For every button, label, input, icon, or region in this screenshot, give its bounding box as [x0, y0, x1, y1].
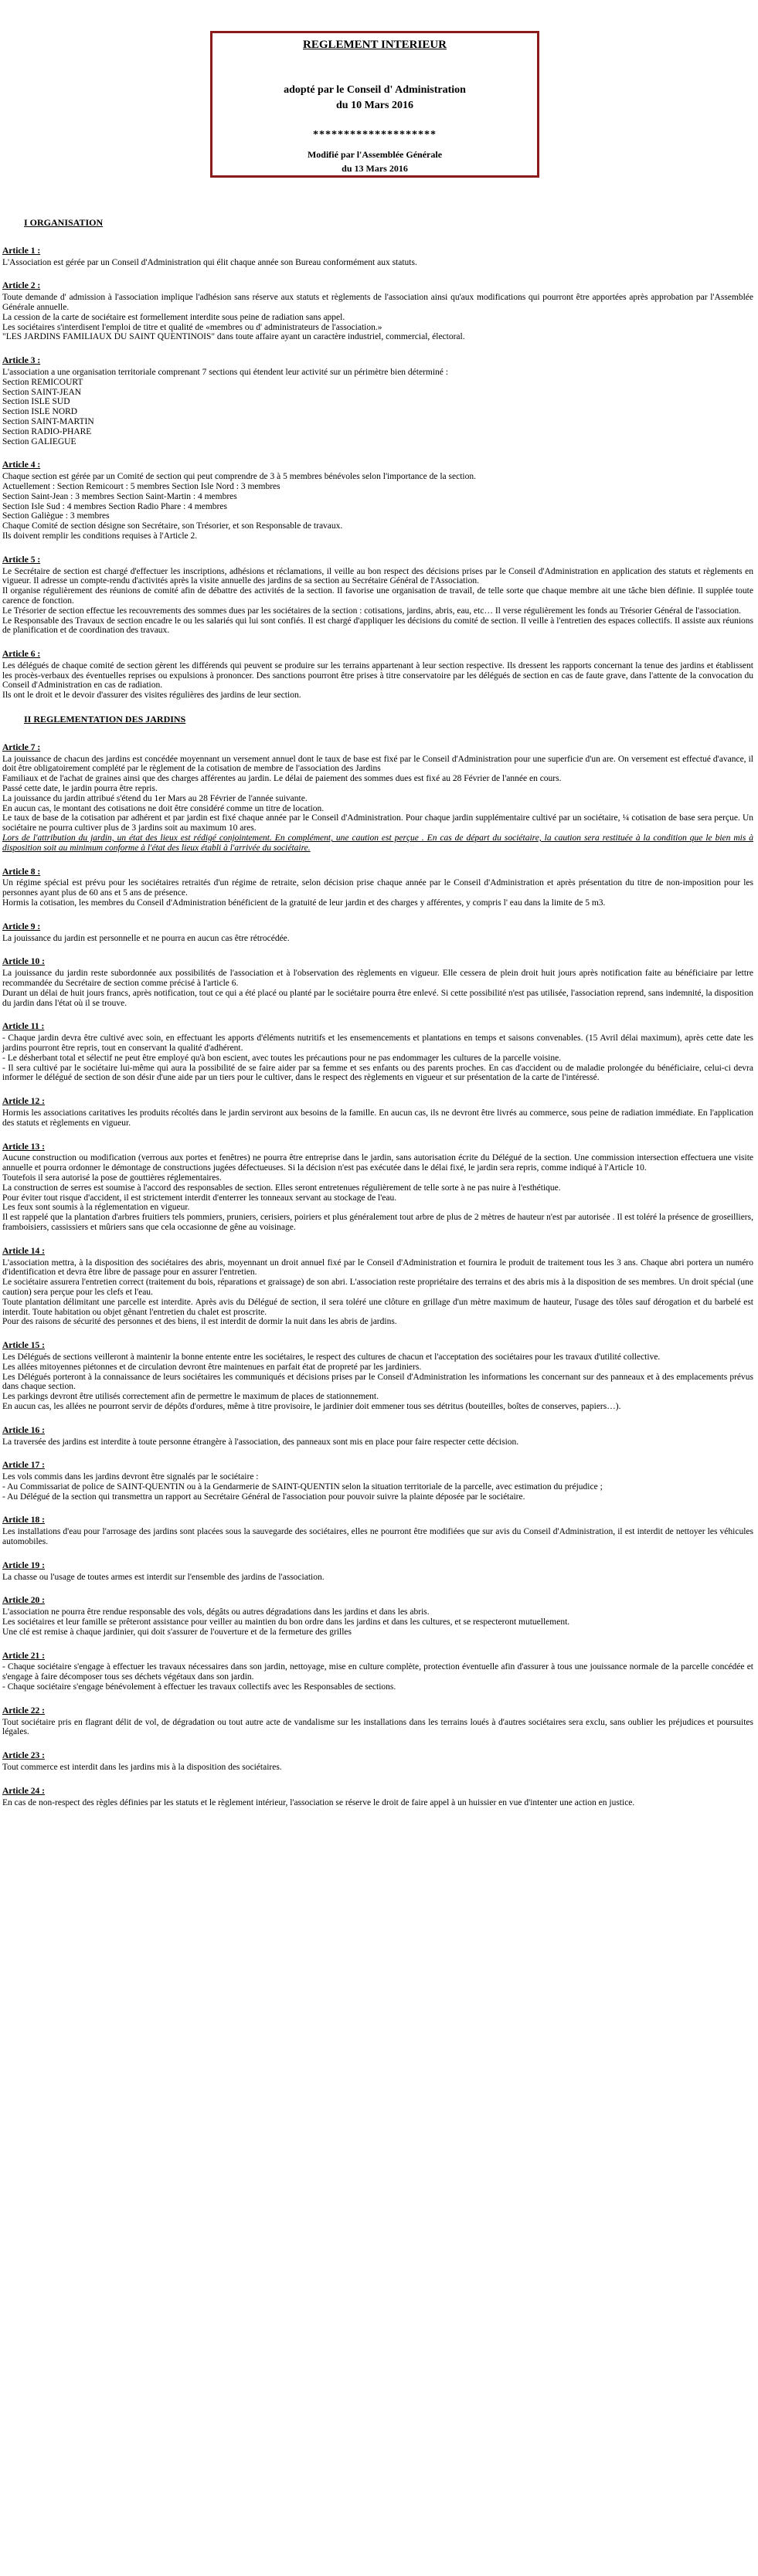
document-body — [2, 218, 753, 1821]
article-paragraph: En aucun cas, le montant des cotisations ne doit être considéré comme un titre de location. — [2, 803, 325, 813]
article-paragraph: Section ISLE SUD — [2, 397, 70, 407]
article-paragraph: En cas de non-respect des règles définies par les statuts et le règlement intérieur, l'association se réserve le droit de faire appel à un huissier en vue d'intenter une action en justice. — [2, 1797, 635, 1807]
article-title: Article 10 : — [2, 957, 45, 967]
article-paragraph: Les délégués de chaque comité de section gèrent les différends qui peuvent se produire sur les terrains appartenant à leur section respective. Ils dressent les rapports concernant la tenue des jardins et établissent les procès-verbaux des éventuelles reprises ou expulsions à prononcer. Des sanctions pourront être prises à titre conservatoire par les délégués de section en cas de faute grave, dans l'attente de la convocation du Conseil d'Administration en cas de radiation. — [2, 660, 753, 691]
article-body — [2, 1033, 753, 1083]
article-title: Article 22 : — [2, 1705, 45, 1716]
stars-separator: ******************** — [313, 129, 437, 141]
article-body — [2, 472, 753, 541]
article-title: Article 4 : — [2, 460, 41, 470]
article — [2, 356, 753, 446]
article — [2, 246, 753, 268]
article — [2, 281, 753, 342]
article-body — [2, 1718, 753, 1738]
article — [2, 1596, 753, 1637]
article — [2, 1247, 753, 1327]
article-paragraph: Tout commerce est interdit dans les jardins mis à la disposition des sociétaires. — [2, 1763, 282, 1773]
article — [2, 460, 753, 541]
article-paragraph: La traversée des jardins est interdite à toute personne étrangère à l'association, des panneaux sont mis en place pour faire respecter cette décision. — [2, 1437, 519, 1447]
article-paragraph: Un régime spécial est prévu pour les sociétaires retraités d'un régime de retraite, selon décision prise chaque année par le Conseil d'Administration et après présentation du titre de non-imposition pour les personnes ayant plus de 60 ans et 5 ans de présence. — [2, 878, 753, 898]
article-title: Article 18 : — [2, 1515, 45, 1526]
article-title: Article 9 : — [2, 921, 41, 932]
article-body — [2, 878, 753, 908]
article-paragraph: Le Trésorier de section effectue les recouvrements des sommes dues par les sociétaires de la section : cotisations, jardins, abris, eau, etc… Il verse régulièrement les fonds au Trésorier Général de l'association. — [2, 606, 742, 616]
article-paragraph: - Le désherbant total et sélectif ne peut être employé qu'à bon escient, avec toutes les précautions pour ne pas endommager les cultures de la parcelle voisine. — [2, 1053, 562, 1063]
article-paragraph: L'association ne pourra être rendue responsable des vols, dégâts ou autres dégradations dans les jardins et dans les abris. — [2, 1607, 430, 1617]
article-paragraph: Ils ont le droit et le devoir d'assurer des visites régulières des jardins de leur section. — [2, 691, 301, 701]
article-paragraph: Il est rappelé que la plantation d'arbres fruitiers tels pommiers, pruniers, cerisiers, poiriers et plus généralement tout arbre de plus de 2 mètres de hauteur n'est par autorisée . Il est toléré la présence de groseilliers, framboisiers, cassissiers et mûriers sans que cela occasionne de gêne au voisinage. — [2, 1213, 753, 1232]
article-body — [2, 1108, 753, 1128]
article — [2, 1142, 753, 1233]
article-paragraph: Les Délégués porteront à la connaissance de leurs sociétaires les communiqués et décisions prises par le Conseil d'Administration les informations les concernant sur des panneaux et à des emplacements prévus dans chaque section. — [2, 1372, 753, 1392]
article-paragraph: Chaque section est gérée par un Comité de section qui peut comprendre de 3 à 5 membres bénévoles selon l'importance de la section. — [2, 472, 476, 482]
article-paragraph: Les sociétaires s'interdisent l'emploi de titre et qualité de «membres ou d' administrateurs de l'association.» — [2, 322, 382, 332]
article-paragraph: Le sociétaire assurera l'entretien correct (traitement du bois, réparations et graissage) de son abri. L'association reste propriétaire des terrains et des abris mis à la disposition de ses membres. Un droit spécial (une caution) sera perçue pour les clefs et l'eau. — [2, 1278, 753, 1297]
article-paragraph: Section SAINT-JEAN — [2, 387, 82, 397]
article-body — [2, 1573, 753, 1583]
article-paragraph: Pour des raisons de sécurité des personnes et des biens, il est interdit de dormir la nuit dans les abris de jardins. — [2, 1317, 397, 1327]
article — [2, 1561, 753, 1583]
article-title: Article 21 : — [2, 1651, 45, 1661]
article-title: Article 7 : — [2, 742, 41, 752]
article-paragraph: Les feux sont soumis à la réglementation en vigueur. — [2, 1203, 190, 1213]
article-paragraph: - Il sera cultivé par le sociétaire lui-même qui aura la possibilité de se faire aider par sa femme et ses enfants ou des parents proches. En cas d'accident ou de maladie prolongée du bénéficiaire, celui-ci devra informer le délégué de section de son désir d'une aide par un tiers pour le cultiver, dans le respect des règlements en vigueur et sur présentation de la carte de l'intéressé. — [2, 1063, 753, 1083]
article-paragraph: Aucune construction ou modification (verrous aux portes et fenêtres) ne pourra être entreprise dans le jardin, sans autorisation écrite du Délégué de la section. Une commission intersection effectuera une visite annuelle et pourra ordonner le démontage de constructions jugées défectueuses. Si la décision n'est pas exécutée dans le délai fixé, le jardin sera repris, comme indiqué à l'Article 10. — [2, 1153, 753, 1173]
article — [2, 1022, 753, 1083]
article-paragraph: Hormis les associations caritatives les produits récoltés dans le jardin serviront aux besoins de la famille. En aucun cas, ils ne devront être livrés au commerce, sous peine de radiation immédiate. En l'application des statuts et règlements en vigueur. — [2, 1108, 753, 1128]
article-paragraph: Ils doivent remplir les conditions requises à l'Article 2. — [2, 531, 198, 541]
article-paragraph: Familiaux et de l'achat de graines ainsi que des charges afférentes au jardin. Le délai de paiement des sommes dues est fixé au 28 Février de l'année en cours. — [2, 774, 562, 784]
article-body — [2, 1153, 753, 1232]
article-paragraph: Les vols commis dans les jardins devront être signalés par le sociétaire : — [2, 1472, 259, 1482]
article-paragraph: Tout sociétaire pris en flagrant délit de vol, de dégradation ou tout autre acte de vandalisme sur les installations dans les terrains loués à d'autres sociétaires sera exclu, sans oublier les préjudices et poursuites légales. — [2, 1717, 753, 1737]
article-paragraph: Passé cette date, le jardin pourra être repris. — [2, 784, 158, 794]
article-paragraph: Les Délégués de sections veilleront à maintenir la bonne entente entre les sociétaires, le respect des cultures de chacun et l'acceptation des sociétaires pour les travaux d'utilité collective. — [2, 1352, 661, 1362]
article-paragraph: Lors de l'attribution du jardin, un état des lieux est rédigé conjointement. En complément, une caution est perçue . En cas de départ du sociétaire, la caution sera restituée à la condition que le bien mis à disposition soit au minimum conforme à l'état des lieux établi à l'arrivée du sociétaire. — [2, 833, 753, 853]
article-title: Article 19 : — [2, 1560, 45, 1570]
article-paragraph: Toute plantation délimitant une parcelle est interdite. Après avis du Délégué de section, il sera toléré une clôture en grillage d'un mètre maximum de hauteur, l'usage des tôles sauf dérogation et du barbelé est interdit. Toute habitation ou objet gênant l'entretien du chalet est proscrite. — [2, 1297, 753, 1317]
article-paragraph: En aucun cas, les allées ne pourront servir de dépôts d'ordures, même à titre provisoire, le jardinier doit emmener tous ses détritus (bouteilles, boîtes de conserves, papiers…). — [2, 1401, 621, 1411]
article-title: Article 11 : — [2, 1022, 45, 1032]
article-paragraph: Le Responsable des Travaux de section encadre le ou les salariés qui lui sont confiés. Il est chargé d'appliquer les décisions du comité de section. Il veille à l'entretien des espaces collectifs. Il assiste aux réunions de planification et de coordination des travaux. — [2, 616, 753, 636]
article-paragraph: "LES JARDINS FAMILIAUX DU SAINT QUENTINOIS" dans toute affaire ayant un caractère industriel, commercial, électoral. — [2, 332, 465, 342]
modified-line-2: du 13 Mars 2016 — [342, 163, 408, 174]
article — [2, 1787, 753, 1808]
article-paragraph: Chaque Comité de section désigne son Secrétaire, son Trésorier, et son Responsable de travaux. — [2, 521, 343, 531]
document-title: REGLEMENT INTERIEUR — [302, 39, 447, 51]
article-title: Article 14 : — [2, 1246, 45, 1256]
article-title: Article 12 : — [2, 1097, 45, 1107]
article-paragraph: Il organise régulièrement des réunions de comité afin de débattre des activités de la section. Il favorise une organisation de travail, de telle sorte que chaque membre ait une tâche bien définie. Il supplée toute carence de fonction. — [2, 586, 753, 606]
article-paragraph: L'Association est gérée par un Conseil d'Administration qui élit chaque année son Bureau conformément aux statuts. — [2, 257, 417, 267]
article-paragraph: Pour éviter tout risque d'accident, il est strictement interdit d'enterrer les tonneaux servant au stockage de l'eau. — [2, 1193, 397, 1203]
article-paragraph: Section GALIEGUE — [2, 436, 76, 446]
modified-line-1: Modifié par l'Assemblée Générale — [307, 149, 443, 160]
article-paragraph: La jouissance du jardin est personnelle et ne pourra en aucun cas être rétrocédée. — [2, 933, 290, 943]
article-paragraph: Une clé est remise à chaque jardinier, qui doit s'assurer de l'ouverture et de la fermeture des grilles — [2, 1627, 352, 1637]
adopted-line-1: adopté par le Conseil d' Administration — [284, 84, 466, 96]
article — [2, 957, 753, 1008]
article-body — [2, 567, 753, 636]
article-paragraph: La jouissance du jardin reste subordonnée aux possibilités de l'association et à l'observation des règlements en vigueur. Elle cessera de plein droit huit jours après notification faite au bénéficiaire par lettre recommandée du Secrétaire de section comme précisé à l'article 6. — [2, 969, 753, 989]
title-box — [210, 31, 539, 178]
article-body — [2, 1437, 753, 1448]
article-paragraph: Section REMICOURT — [2, 377, 83, 387]
article-title: Article 16 : — [2, 1425, 45, 1435]
article-title: Article 13 : — [2, 1142, 45, 1152]
adopted-line-2: du 10 Mars 2016 — [336, 100, 413, 111]
article-title: Article 23 : — [2, 1751, 45, 1761]
article-paragraph: La jouissance du jardin attribué s'étend du 1er Mars au 28 Février de l'année suivante. — [2, 793, 308, 803]
article-paragraph: Section Isle Sud : 4 membres Section Radio Phare : 4 membres — [2, 501, 227, 511]
article — [2, 1706, 753, 1737]
article — [2, 1341, 753, 1412]
article-title: Article 8 : — [2, 867, 41, 877]
article-paragraph: La jouissance de chacun des jardins est concédée moyennant un versement annuel dont le taux de base est fixé par le Conseil d'Administration pour une superficie d'un are. On versement est effectué d'avance, il doit être obligatoirement complété par le règlement de la cotisation de membre de l'association des Jardins — [2, 754, 753, 774]
article — [2, 650, 753, 701]
article-body — [2, 1607, 753, 1637]
article-body — [2, 368, 753, 446]
article-body — [2, 1763, 753, 1773]
article — [2, 743, 753, 854]
article-paragraph: Les sociétaires et leur famille se prêteront assistance pour veiller au maintien du bon ordre dans les jardins et dans les cultures, et se respecteront mutuellement. — [2, 1617, 570, 1627]
article — [2, 555, 753, 636]
article-paragraph: La cession de la carte de sociétaire est formellement interdite sous peine de radiation sans appel. — [2, 312, 345, 322]
section-title: II REGLEMENTATION DES JARDINS — [24, 714, 186, 725]
article-body — [2, 1662, 753, 1692]
article — [2, 1461, 753, 1502]
article-paragraph: Durant un délai de huit jours francs, après notification, tout ce qui a été placé ou planté par le sociétaire pourra être enlevé. Si cette possibilité n'est pas utilisée, l'association reprend, sans indemnité, la disposition du jardin dans l'état où il se trouve. — [2, 988, 753, 1008]
article-body — [2, 1258, 753, 1328]
article-paragraph: - Au Délégué de la section qui transmettra un rapport au Secrétaire Général de l'association pour pouvoir suivre la plainte déposée par le sociétaire. — [2, 1492, 525, 1502]
article-paragraph: - Chaque sociétaire s'engage à effectuer les travaux nécessaires dans son jardin, nettoyage, mise en culture complète, protection éventuelle afin d'assurer à tous une jouissance normale de la parcelle concédée et s'engage à faire décomposer tous ses déchets végétaux dans son jardin. — [2, 1662, 753, 1682]
article-title: Article 6 : — [2, 650, 41, 660]
article-paragraph: Section ISLE NORD — [2, 407, 78, 417]
article-paragraph: Section RADIO-PHARE — [2, 426, 92, 436]
article-title: Article 5 : — [2, 555, 41, 565]
article — [2, 922, 753, 944]
article — [2, 1651, 753, 1692]
article-title: Article 1 : — [2, 246, 41, 256]
article-body — [2, 293, 753, 342]
article-title: Article 17 : — [2, 1461, 45, 1471]
article-paragraph: Section Galiègue : 3 membres — [2, 511, 110, 521]
article — [2, 1426, 753, 1448]
article-paragraph: La construction de serres est soumise à l'accord des responsables de section. Elles seront entretenues régulièrement de telle sorte à ne pas nuire à l'esthétique. — [2, 1183, 561, 1193]
article-paragraph: Hormis la cotisation, les membres du Conseil d'Administration bénéficient de la gratuité de leur jardin et des charges y afférentes, y compris l' eau dans la limite de 5 m3. — [2, 898, 606, 908]
article-body — [2, 755, 753, 854]
article-paragraph: Toute demande d' admission à l'association implique l'adhésion sans réserve aux statuts et règlements de l'association ainsi qu'aux modifications qui pourront être apportées après approbation par l'Assemblée Générale annuelle. — [2, 293, 753, 312]
article-paragraph: Section SAINT-MARTIN — [2, 416, 94, 426]
article-body — [2, 1798, 753, 1808]
article-body — [2, 1352, 753, 1412]
article — [2, 1515, 753, 1546]
article-paragraph: L'association mettra, à la disposition des sociétaires des abris, moyennant un droit annuel fixé par le Conseil d'Administration et fournira le produit de traitement tous les 3 ans. Chaque abri portera un numéro d'identification et devra être libre de passage pour en assurer l'entretien. — [2, 1257, 753, 1278]
article — [2, 1097, 753, 1128]
article-title: Article 24 : — [2, 1786, 45, 1796]
article-title: Article 3 : — [2, 356, 41, 366]
article-body — [2, 1527, 753, 1547]
article-paragraph: Le taux de base de la cotisation par adhérent et par jardin est fixé chaque année par le Conseil d'Administration. Pour chaque jardin supplémentaire cultivé par un sociétaire, ¼ cotisation de base sera perçue. Un sociétaire ne pourra cultiver plus de 3 jardins soit au maximum 10 ares. — [2, 813, 753, 833]
article-paragraph: - Chaque jardin devra être cultivé avec soin, en effectuant les apports d'éléments nutritifs et les ensemencements et plantations en temps et saisons convenables. (15 Avril délai maximum), après cette date les jardins pourront être repris, tout en conservant la qualité d'adhérent. — [2, 1033, 753, 1053]
article-title: Article 15 : — [2, 1341, 45, 1351]
article-title: Article 2 : — [2, 281, 41, 291]
article-body — [2, 661, 753, 701]
article-paragraph: - Chaque sociétaire s'engage bénévolement à effectuer les travaux collectifs avec les Responsables de sections. — [2, 1682, 396, 1692]
article-paragraph: Actuellement : Section Remicourt : 5 membres Section Isle Nord : 3 membres — [2, 481, 280, 491]
article-paragraph: Les installations d'eau pour l'arrosage des jardins sont placées sous la sauvegarde des sociétaires, elles ne pourront être modifiées que sur avis du Conseil d'Administration, il est interdit de nettoyer les véhicules automobiles. — [2, 1527, 753, 1547]
article-body — [2, 969, 753, 1008]
article-body — [2, 1472, 753, 1502]
article-paragraph: Les parkings devront être utilisés correctement afin de permettre le maximum de places de stationnement. — [2, 1392, 379, 1402]
article-paragraph: Section Saint-Jean : 3 membres Section Saint-Martin : 4 membres — [2, 491, 237, 501]
section-title: I ORGANISATION — [24, 217, 104, 228]
article-paragraph: Toutefois il sera autorisé la pose de gouttières réglementaires. — [2, 1173, 222, 1183]
article-paragraph: Les allées mitoyennes piétonnes et de circulation devront être maintenues en parfait état de propreté par les jardiniers. — [2, 1362, 422, 1372]
article-paragraph: La chasse ou l'usage de toutes armes est interdit sur l'ensemble des jardins de l'association. — [2, 1572, 325, 1582]
article-paragraph: Le Secrétaire de section est chargé d'effectuer les inscriptions, adhésions et réclamations, il veille au bon respect des décisions prises par le Conseil d'Administration en application des statuts et règlements en vigueur. Il adresse un compte-rendu d'activités après la visite annuelle des jardins de sa section au Secrétaire Général de l'Association. — [2, 566, 753, 586]
article — [2, 867, 753, 908]
article-paragraph: - Au Commissariat de police de SAINT-QUENTIN ou à la Gendarmerie de SAINT-QUENTIN selon la situation territoriale de la parcelle, avec estimation du préjudice ; — [2, 1481, 603, 1492]
article — [2, 1751, 753, 1773]
article-body — [2, 258, 753, 268]
article-paragraph: L'association a une organisation territoriale comprenant 7 sections qui étendent leur activité sur un périmètre bien déterminé : — [2, 367, 448, 377]
article-title: Article 20 : — [2, 1596, 45, 1606]
article-body — [2, 934, 753, 944]
